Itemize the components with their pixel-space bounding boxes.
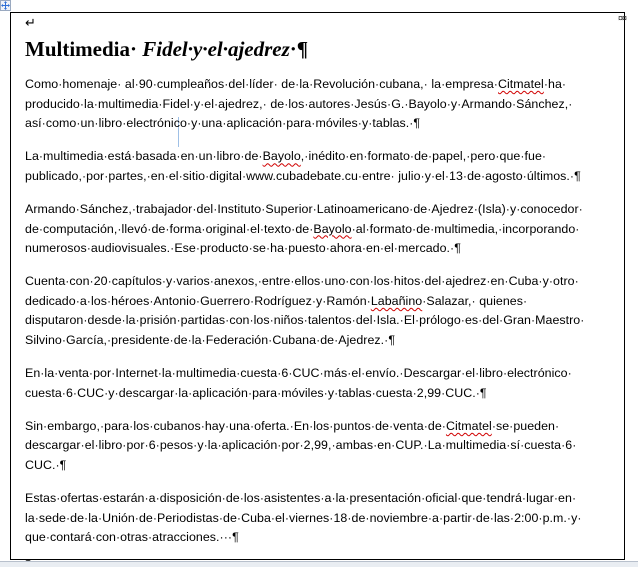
- paragraph-1: Como·homenaje· al·90·cumpleaños·del·líder· de·la·Revolución·cubana,· la·empresa·Citmatel·ha· producido·la·multimedia·Fidel·y·el·ajedrez,· de·los·autores·Jesús·G.·Bayolo·y·Armando·Sánchez,· así·como·un·libro·electrónico·y·una·aplicación·para·móviles·y·tablas.·¶: [25, 77, 573, 131]
- line-break-icon: ↵: [25, 16, 36, 31]
- paragraph-7: Estas·ofertas·estarán·a·disposición·de·los·asistentes·a·la·presentación·oficial·que·tendrá·lugar·en· la·sede·de·la·Unión·de·Periodistas·de·Cuba·el·viernes·18·de·noviembre·a·partir·de·las·2:00·p.m.·y· que·contará·con·otras·atracciones.···¶: [25, 491, 582, 545]
- spellcheck-flagged-word[interactable]: Labañino: [370, 293, 423, 308]
- title-pilcrow: ·¶: [289, 37, 309, 61]
- paragraph-3: Armando·Sánchez,·trabajador·del·Instituto·Superior·Latinoamericano·de·Ajedrez·(Isla)·y·conocedor· de·computación,·llevó·de·forma·original·el·texto·de·Bayolo·al·formato·de·multimedia,·incorporando· numerosos·audiovisuales.·Ese·producto·se·ha·puesto·ahora·en·el·mercado.·¶: [25, 201, 583, 256]
- spellcheck-flagged-word[interactable]: Bayolo: [313, 221, 352, 236]
- table-move-handle[interactable]: [0, 0, 11, 11]
- spellcheck-flagged-word[interactable]: Citmatel: [445, 418, 492, 433]
- paragraph-5: En·la·venta·por·Internet·la·multimedia·cuesta·6·CUC·más·el·envío.·Descargar·el·libro·electrónico· cuesta·6·CUC·y·descargar·la·aplicación·para·móviles·y·tablas·cuesta·2,99·CUC.·¶: [25, 366, 572, 400]
- document-body[interactable]: [25, 17, 615, 569]
- end-of-row-marks: ¤¤: [618, 13, 627, 23]
- article-title: [25, 37, 615, 61]
- spellcheck-flagged-word[interactable]: Citmatel: [498, 77, 544, 91]
- title-italic: Fidel·y·el·ajedrez: [142, 37, 290, 61]
- paragraph-6: Sin·embargo,·para·los·cubanos·hay·una·oferta.·En·los·puntos·de·venta·de·Citmatel·se·pueden· descargar·el·libro·por·6·pesos·y·la·aplicación·por·2,99,·ambas·en·CUP.·La·multimedia·sí·cuesta·6· CUC.·¶: [25, 418, 577, 472]
- spellcheck-flagged-word[interactable]: Bayolo: [262, 149, 301, 164]
- horizontal-scrollbar-edge[interactable]: [0, 561, 638, 567]
- title-plain: Multimedia·: [25, 37, 137, 61]
- move-arrows-icon: [1, 1, 10, 10]
- paragraph-4: Cuenta·con·20·capítulos·y·varios·anexos,·entre·ellos·uno·con·los·hitos·del·ajedrez·en·Cuba·y·otro· dedicado·a·los·héroes·Antonio·Guerrero·Rodríguez·y·Ramón·Labañino·Salazar,· quienes· disputaron·desde·la·prisión·partidas·con·los·niños·talentos·del·Isla.·El·prólogo·es·del·Gran·Maestro· Silvino·García,·presidente·de·la·Federación·Cubana·de·Ajedrez.·¶: [25, 274, 585, 348]
- paragraph-2: La·multimedia·está·basada·en·un·libro·de·Bayolo,·inédito·en·formato·de·papel,·pero·que·fue· publicado,·por·partes,·en·el·sitio·digital·www.cubadebate.cu·entre· julio·y·el·13·de·agosto·últimos.·¶: [25, 149, 581, 183]
